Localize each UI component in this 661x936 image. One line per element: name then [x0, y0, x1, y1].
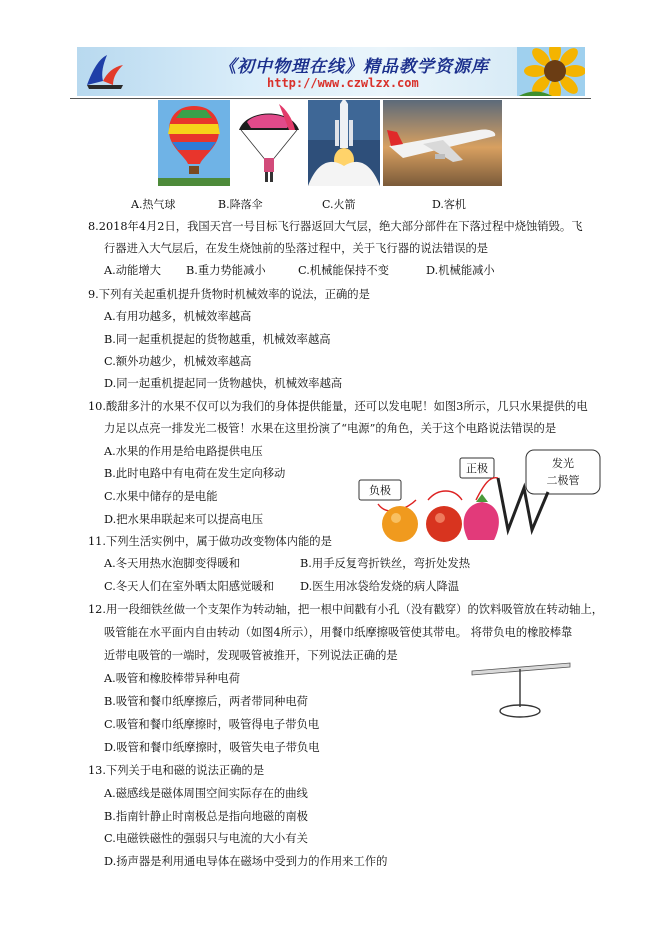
q10-option-c: C.水果中储存的是电能 — [104, 490, 218, 503]
hot-air-balloon-photo — [158, 100, 230, 186]
q9-option-c: C.额外功越少，机械效率越高 — [104, 355, 252, 368]
airliner-photo — [383, 100, 502, 186]
q8-option-d: D.机械能减小 — [426, 264, 495, 277]
q13-option-b: B.指南针静止时南极总是指向地磁的南极 — [104, 810, 308, 823]
q10-option-a: A.水果的作用是给电路提供电压 — [104, 445, 263, 458]
q10-option-d: D.把水果串联起来可以提高电压 — [104, 513, 264, 526]
q12-stem-line3: 近带电吸管的一端时，发现吸管被推开，下列说法正确的是 — [104, 649, 398, 662]
q13-option-a: A.磁感线是磁体周围空间实际存在的曲线 — [104, 787, 308, 800]
q11-option-d: D.医生用冰袋给发烧的病人降温 — [300, 580, 460, 593]
q12-stem-line1: 12.用一段细铁丝做一个支架作为转动轴，把一根中间戳有小孔（没有戳穿）的饮料吸管放在转动轴上， — [88, 603, 604, 616]
q11-option-c: C.冬天人们在室外晒太阳感觉暖和 — [104, 580, 274, 593]
site-logo-icon — [83, 51, 127, 91]
q11-stem: 11.下列生活实例中，属于做功改变物体内能的是 — [88, 535, 332, 548]
q9-option-b: B.同一起重机提起的货物越重，机械效率越高 — [104, 333, 331, 346]
parachute-photo — [233, 100, 305, 186]
fig3-led-label-2: 二极管 — [546, 474, 580, 487]
q13-stem: 13.下列关于电和磁的说法正确的是 — [88, 764, 265, 777]
q8-stem-line1: 8.2018年4月2日，我国天宫一号目标飞行器返回大气层，绝大部分部件在下落过程中烧蚀销毁。飞 — [88, 220, 583, 233]
q9-option-d: D.同一起重机提起同一货物越快，机械效率越高 — [104, 377, 343, 390]
header-rule — [70, 98, 591, 99]
q8-option-b: B.重力势能减小 — [186, 264, 266, 277]
q13-option-c: C.电磁铁磁性的强弱只与电流的大小有关 — [104, 832, 308, 845]
q12-stem-line2: 吸管能在水平面内自由转动（如图4所示），用餐巾纸摩擦吸管使其带电。 将带负电的橡胶棒靠 — [104, 626, 573, 639]
header-title: 《初中物理在线》精品教学资源库 — [219, 57, 489, 77]
q9-option-a: A.有用功越多，机械效率越高 — [104, 310, 252, 323]
q11-option-b: B.用手反复弯折铁丝，弯折处发热 — [300, 557, 471, 570]
q10-stem-line2: 力足以点亮一排发光二极管！水果在这里扮演了“电源”的角色，关于这个电路说法错误的是 — [104, 422, 557, 435]
rocket-photo — [308, 100, 380, 186]
fruit-battery-figure — [358, 448, 602, 544]
fig3-positive-label: 正极 — [466, 462, 488, 475]
q8-stem-line2: 行器进入大气层后，在发生烧蚀前的坠落过程中，关于飞行器的说法错误的是 — [104, 242, 489, 255]
q12-option-c: C.吸管和餐巾纸摩擦时，吸管得电子带负电 — [104, 718, 320, 731]
q7-option-c: C.火箭 — [322, 198, 356, 211]
q12-option-b: B.吸管和餐巾纸摩擦后，两者带同种电荷 — [104, 695, 308, 708]
q12-option-d: D.吸管和餐巾纸摩擦时，吸管失电子带负电 — [104, 741, 320, 754]
q11-option-a: A.冬天用热水泡脚变得暖和 — [104, 557, 241, 570]
q7-option-a: A.热气球 — [131, 198, 176, 211]
q9-stem: 9.下列有关起重机提升货物时机械效率的说法，正确的是 — [88, 288, 370, 301]
fig3-led-label-1: 发光 — [552, 457, 574, 470]
fig3-negative-label: 负极 — [369, 484, 391, 497]
q8-option-a: A.动能增大 — [104, 264, 161, 277]
straw-pivot-figure — [470, 657, 572, 719]
q7-option-b: B.降落伞 — [218, 198, 263, 211]
q7-option-d: D.客机 — [432, 198, 466, 211]
q13-option-d: D.扬声器是利用通电导体在磁场中受到力的作用来工作的 — [104, 855, 388, 868]
sunflower-icon — [517, 47, 585, 96]
header-url[interactable]: http://www.czwlzx.com — [267, 76, 419, 90]
q10-option-b: B.此时电路中有电荷在发生定向移动 — [104, 467, 286, 480]
q8-option-c: C.机械能保持不变 — [298, 264, 389, 277]
q12-option-a: A.吸管和橡胶棒带异种电荷 — [104, 672, 241, 685]
header-banner — [77, 47, 585, 96]
q10-stem-line1: 10.酸甜多汁的水果不仅可以为我们的身体提供能量，还可以发电呢！如图3所示，几只水果提供的电 — [88, 400, 588, 413]
